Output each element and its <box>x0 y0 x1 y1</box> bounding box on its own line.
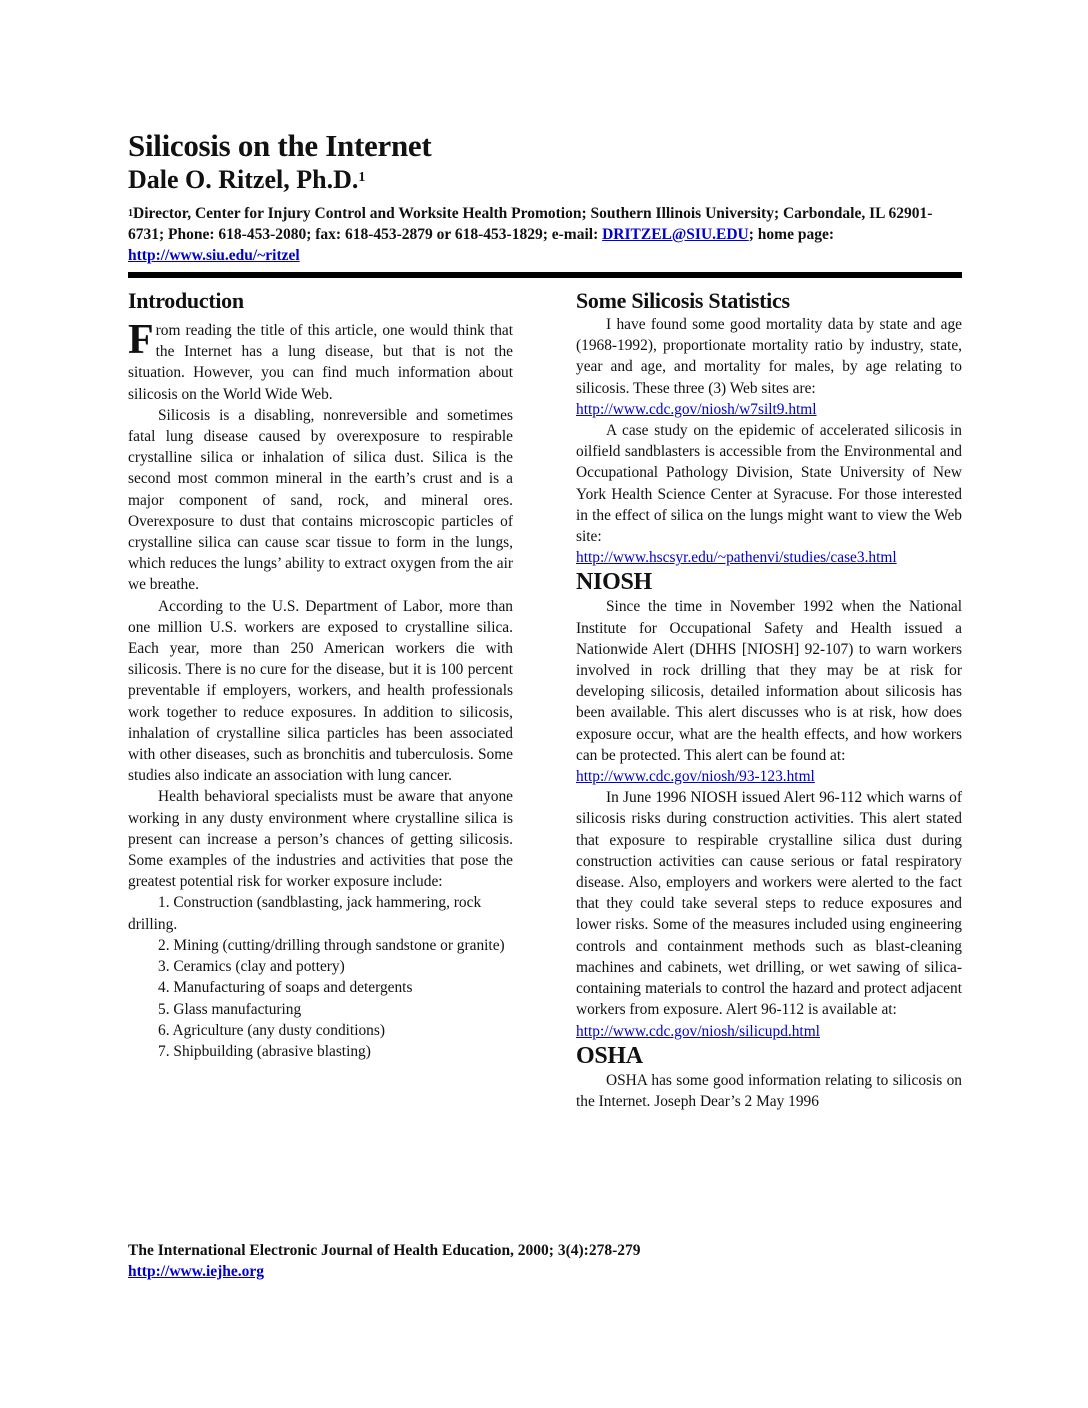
left-column <box>128 288 513 1062</box>
affiliation-text: Director, Center for Injury Control and Worksite Health Promotion; Southern Illinois University; Carbondale, IL 62901-6731; Phone: 618-453-2080; fax: 618-453-2879 or 618-453-1829; e-mail: <box>128 205 933 243</box>
cdc-mortality-link[interactable]: http://www.cdc.gov/niosh/w7silt9.html <box>576 400 817 418</box>
statistics-paragraph-2: A case study on the epidemic of accelerated silicosis in oilfield sandblasters is accessible from the Environmental and Occupational Pathology Division, State University of New York Health Science Center at Syracuse. For those interested in the effect of silica on the lungs might want to view the Web site: <box>576 422 962 546</box>
osha-heading: OSHA <box>576 1042 643 1069</box>
list-item: 5. Glass manufacturing <box>158 1000 302 1018</box>
homepage-label: ; home page: <box>748 226 834 243</box>
email-link[interactable]: DRITZEL@SIU.EDU <box>602 226 749 243</box>
author-line <box>128 163 365 197</box>
niosh-paragraph-1: Since the time in November 1992 when the National Institute for Occupational Safety and Health issued a Nationwide Alert (DHHS [NIOSH] 92-107) to warn workers involved in rock drilling that they may be at risk for developing silicosis, detailed information about silicosis has been available. This alert discusses who is at risk, how does exposure occur, what are the health effects, and how workers can be protected. This alert can be found at: <box>576 598 962 764</box>
intro-paragraph-4: Health behavioral specialists must be aware that anyone working in any dusty environment where crystalline silica is present can increase a person’s chances of getting silicosis. Some examples of the industries and activities that pose the greatest potential risk for worker exposure include: <box>128 788 513 891</box>
intro-paragraph-1 <box>128 317 513 405</box>
list-item: 2. Mining (cutting/drilling through sandstone or granite) <box>158 936 505 954</box>
journal-url-link[interactable]: http://www.iejhe.org <box>128 1263 265 1280</box>
list-item: 6. Agriculture (any dusty conditions) <box>158 1021 385 1039</box>
niosh-alert-link[interactable]: http://www.cdc.gov/niosh/93-123.html <box>576 768 815 786</box>
affiliation <box>128 203 968 266</box>
hscsyr-case-study-link[interactable]: http://www.hscsyr.edu/~pathenvi/studies/case3.html <box>576 549 897 567</box>
journal-footer <box>128 1240 641 1282</box>
header-divider <box>128 272 962 278</box>
introduction-heading: Introduction <box>128 288 244 313</box>
osha-paragraph-1: OSHA has some good information relating to silicosis on the Internet. Joseph Dear’s 2 May 1996 <box>576 1071 962 1110</box>
niosh-silicupd-link[interactable]: http://www.cdc.gov/niosh/silicupd.html <box>576 1022 820 1040</box>
affiliation-marker: 1 <box>128 208 133 219</box>
niosh-paragraph-2: In June 1996 NIOSH issued Alert 96-112 which warns of silicosis risks during construction activities. This alert stated that exposure to respirable crystalline silica dust during construction activities can cause serious or fatal respiratory disease. Also, employers and workers were alerted to the fact that they could take several steps to reduce exposures and lower risks. Some of the measures included using engineering controls and containment methods such as blast-cleaning machines and cabinets, wet drilling, or wet sawing of silica-containing materials to control the hazard and protect adjacent workers from exposure. Alert 96-112 is available at: <box>576 789 962 1019</box>
list-item: 1. Construction (sandblasting, jack hammering, rock drilling. <box>128 894 482 933</box>
statistics-heading: Some Silicosis Statistics <box>576 288 790 313</box>
intro-paragraph-2: Silicosis is a disabling, nonreversible and sometimes fatal lung disease caused by overexposure to respirable crystalline silica or inhalation of silica dust. Silica is the second most common mineral in the earth’s crust and is a major component of sand, rock, and mineral ores. Overexposure to dust that contains microscopic particles of crystalline silica can cause scar tissue to form in the lungs, which reduces the lungs’ ability to extract oxygen from the air we breathe. <box>128 406 513 594</box>
author-name: Dale O. Ritzel, Ph.D. <box>128 165 359 194</box>
journal-citation: The International Electronic Journal of Health Education, 2000; 3(4):278-279 <box>128 1242 641 1259</box>
list-item: 3. Ceramics (clay and pottery) <box>158 958 345 976</box>
statistics-paragraph-1: I have found some good mortality data by state and age (1968-1992), proportionate mortality ratio by industry, state, year and age, and mortality for males, by age relating to silicosis. These three (3) Web sites are: <box>576 316 962 397</box>
intro-paragraph-3: According to the U.S. Department of Labor, more than one million U.S. workers are exposed to crystalline silica. Each year, more than 250 American workers die with silicosis. There is no cure for the disease, but it is 100 percent preventable if employers, workers, and health professionals work together to reduce exposures. In addition to silicosis, inhalation of crystalline silica particles has been associated with other diseases, such as bronchitis and tuberculosis. Some studies also indicate an association with lung cancer. <box>128 597 513 785</box>
list-item: 7. Shipbuilding (abrasive blasting) <box>158 1042 371 1060</box>
author-footnote-marker: 1 <box>358 170 366 185</box>
right-column <box>576 288 962 1112</box>
homepage-link[interactable]: http://www.siu.edu/~ritzel <box>128 247 300 264</box>
intro-paragraph-1-text: rom reading the title of this article, one would think that the Internet has a lung disease, but that is not the situation. However, you can find much information about silicosis on the World Wide Web. <box>128 322 513 403</box>
drop-cap: F <box>128 317 154 363</box>
industry-list <box>128 892 513 1062</box>
list-item: 4. Manufacturing of soaps and detergents <box>158 979 413 997</box>
article-title: Silicosis on the Internet <box>128 128 432 163</box>
niosh-heading: NIOSH <box>576 569 652 596</box>
